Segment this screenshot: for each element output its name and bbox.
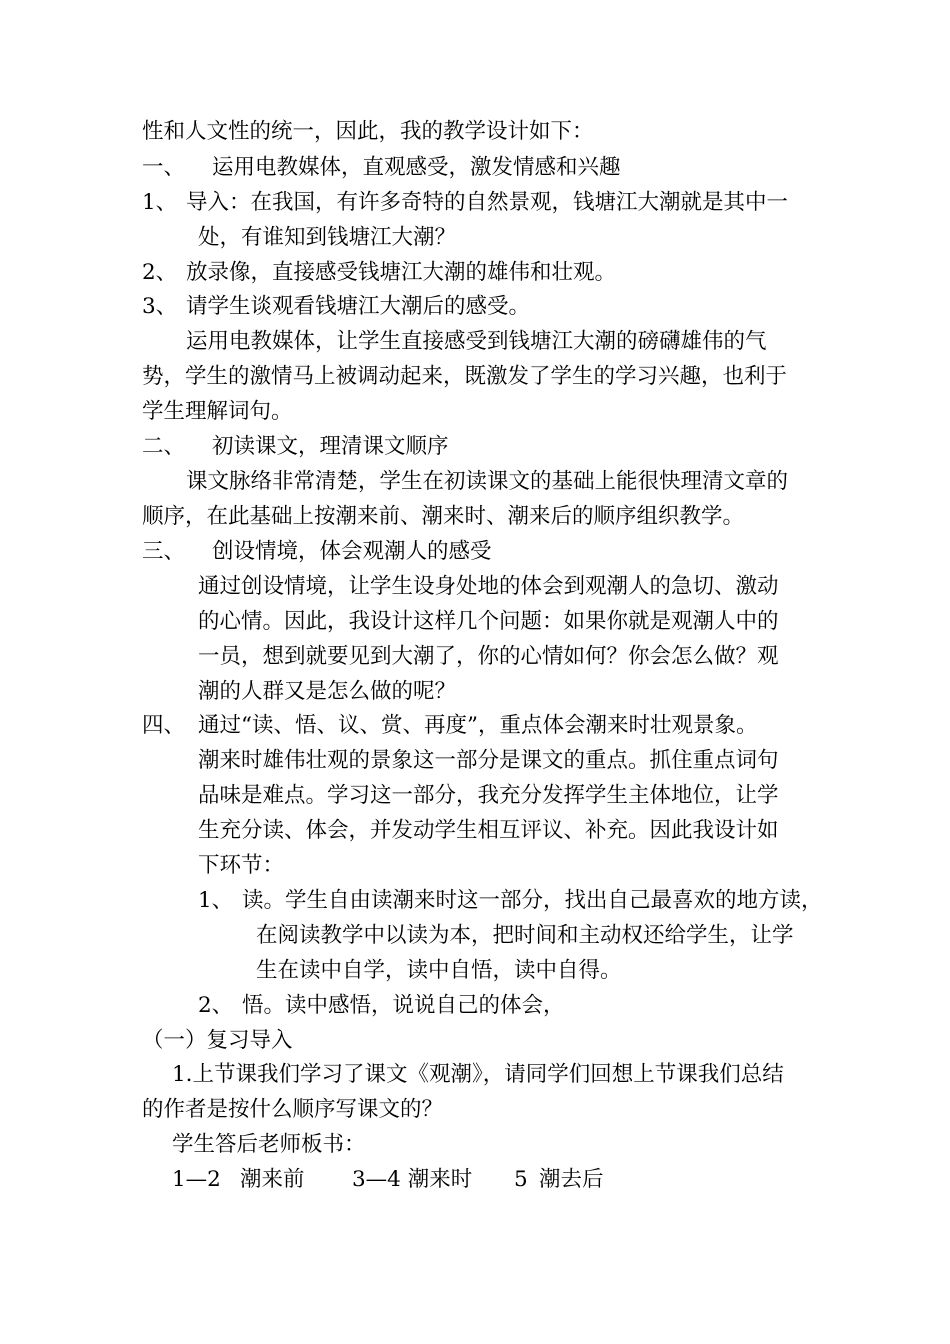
subsection-heading: （一）复习导入 <box>142 1028 293 1053</box>
list-marker: 2、 <box>142 260 178 285</box>
section-heading: 运用电教媒体，直观感受，激发情感和兴趣 <box>212 155 621 180</box>
list-marker: 1、 <box>142 190 178 215</box>
sub-list-marker: 2、 <box>198 993 234 1018</box>
text-line: 的心情。因此，我设计这样几个问题：如果你就是观潮人中的 <box>198 609 779 634</box>
list-marker: 3、 <box>142 294 178 319</box>
board-item-range: 5 <box>514 1167 528 1192</box>
text-line: 在阅读教学中以读为本，把时间和主动权还给学生，让学 <box>256 923 794 948</box>
text-line: 请学生谈观看钱塘江大潮后的感受。 <box>186 294 531 319</box>
text-line: 的作者是按什么顺序写课文的？ <box>142 1097 444 1122</box>
text-line: 处，有谁知到钱塘江大潮？ <box>198 225 457 250</box>
section-marker: 四、 <box>142 713 186 738</box>
board-item: 3—4 潮来时 <box>352 1167 473 1192</box>
section-marker: 二、 <box>142 434 186 459</box>
text-line: 潮来时雄伟壮观的景象这一部分是课文的重点。抓住重点词句 <box>198 748 779 773</box>
text-line: 下环节： <box>198 853 285 878</box>
board-item-label: 潮去后 <box>539 1167 604 1192</box>
text-line: 课文脉络非常清楚，学生在初读课文的基础上能很快理清文章的 <box>186 469 789 494</box>
text-line: 1.上节课我们学习了课文《观潮》，请同学们回想上节课我们总结 <box>172 1062 784 1087</box>
text-line: 性和人文性的统一，因此，我的教学设计如下： <box>142 119 594 144</box>
text-line: 势，学生的激情马上被调动起来，既激发了学生的学习兴趣，也利于 <box>142 364 788 389</box>
text-line: 运用电教媒体，让学生直接感受到钱塘江大潮的磅礴雄伟的气 <box>186 329 767 354</box>
text-line: 读。学生自由读潮来时这一部分，找出自己最喜欢的地方读， <box>242 888 823 913</box>
text-line: 生充分读、体会，并发动学生相互评议、补充。因此我设计如 <box>198 818 779 843</box>
text-line: 学生答后老师板书： <box>172 1132 366 1157</box>
section-heading: 通过“读、悟、议、赏、再度”，重点体会潮来时壮观景象。 <box>198 713 758 738</box>
text-line: 通过创设情境，让学生设身处地的体会到观潮人的急切、激动 <box>198 574 779 599</box>
text-line: 潮的人群又是怎么做的呢？ <box>198 679 457 704</box>
section-heading: 创设情境，体会观潮人的感受 <box>212 539 492 564</box>
board-item-label: 潮来前 <box>240 1167 305 1192</box>
text-line: 顺序，在此基础上按潮来前、潮来时、潮来后的顺序组织教学。 <box>142 504 745 529</box>
section-marker: 一、 <box>142 155 186 180</box>
text-line: 悟。读中感悟，说说自己的体会， <box>242 993 565 1018</box>
text-line: 品味是难点。学习这一部分，我充分发挥学生主体地位，让学 <box>198 783 779 808</box>
section-marker: 三、 <box>142 539 186 564</box>
text-line: 放录像，直接感受钱塘江大潮的雄伟和壮观。 <box>186 260 617 285</box>
board-item-range: 1—2 <box>172 1167 221 1192</box>
sub-list-marker: 1、 <box>198 888 234 913</box>
text-line: 生在读中自学，读中自悟，读中自得。 <box>256 958 622 983</box>
text-line: 学生理解词句。 <box>142 399 293 424</box>
text-line: 一员，想到就要见到大潮了，你的心情如何？你会怎么做？观 <box>198 644 779 669</box>
text-line: 导入：在我国，有许多奇特的自然景观，钱塘江大潮就是其中一 <box>186 190 789 215</box>
section-heading: 初读课文，理清课文顺序 <box>212 434 449 459</box>
